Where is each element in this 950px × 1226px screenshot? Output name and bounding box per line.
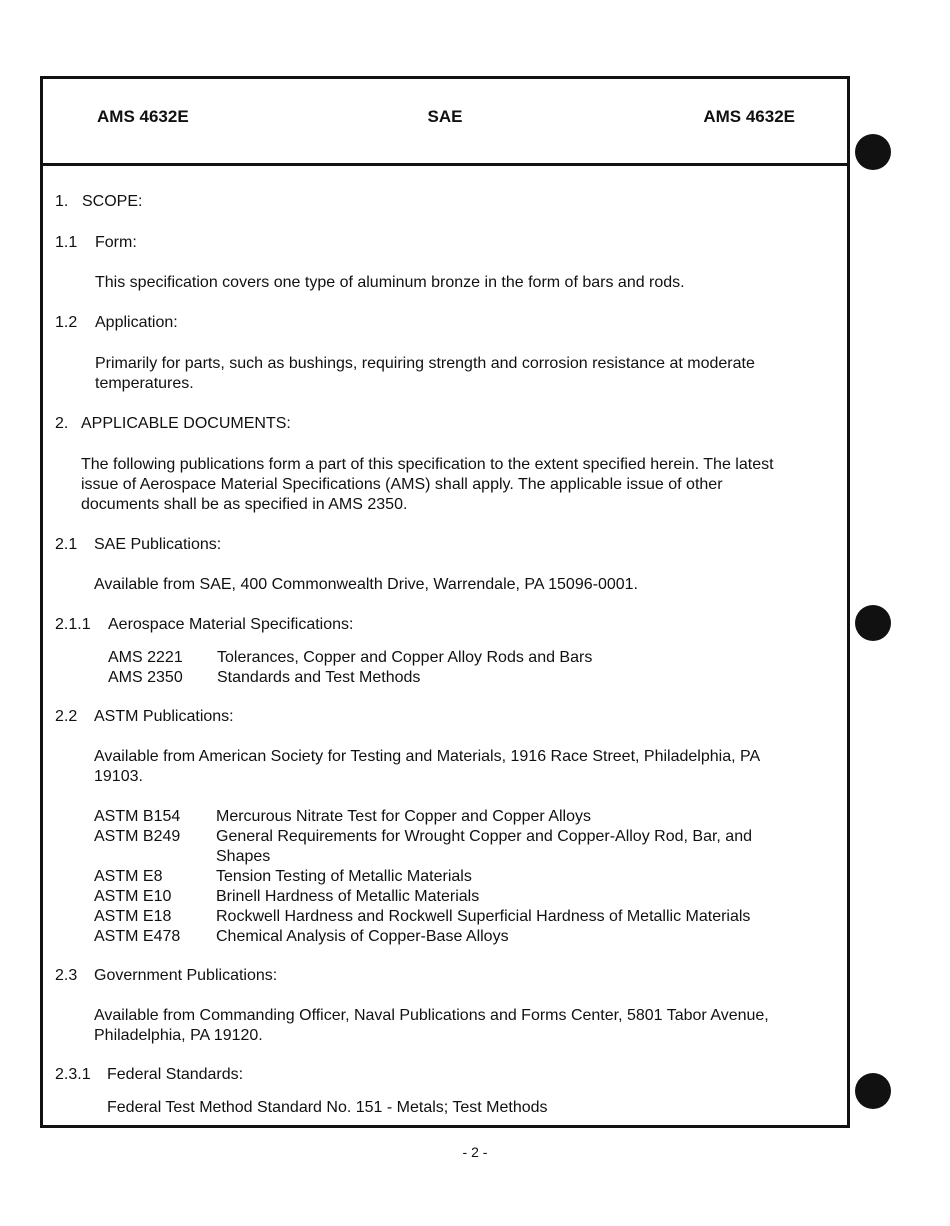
ams-code: AMS 2350 [108, 669, 183, 686]
astm-description: Mercurous Nitrate Test for Copper and Copper Alloys [216, 808, 591, 825]
section-2-2-text-line2: 19103. [94, 768, 143, 785]
section-2-text-line3: documents shall be as specified in AMS 2350. [81, 496, 408, 513]
section-2-2-text-line1: Available from American Society for Testing and Materials, 1916 Race Street, Philadelphia, PA [94, 748, 761, 765]
section-2-3-1-title: Federal Standards: [107, 1066, 244, 1083]
section-1-2-title: Application: [95, 314, 178, 331]
astm-description: Brinell Hardness of Metallic Materials [216, 888, 480, 905]
section-2-3-1-number: 2.3.1 [55, 1066, 91, 1083]
section-1-1-number: 1.1 [55, 234, 78, 251]
ams-code: AMS 2221 [108, 649, 183, 666]
section-2-3-number: 2.3 [55, 967, 78, 984]
section-1-1-text: This specification covers one type of aluminum bronze in the form of bars and rods. [95, 274, 685, 291]
section-1-2-number: 1.2 [55, 314, 78, 331]
document-header [43, 79, 847, 166]
astm-code: ASTM B249 [94, 828, 181, 845]
section-2-3-1-text: Federal Test Method Standard No. 151 - Metals; Test Methods [107, 1099, 548, 1116]
section-2-1-number: 2.1 [55, 536, 78, 553]
section-2-3-text-line1: Available from Commanding Officer, Naval Publications and Forms Center, 5801 Tabor Avenue, [94, 1007, 769, 1024]
astm-code: ASTM E18 [94, 908, 172, 925]
header-doc-number-left: AMS 4632E [97, 107, 189, 126]
section-2-text-line2: issue of Aerospace Material Specifications (AMS) shall apply. The applicable issue of other [81, 476, 723, 493]
section-1-number: 1. [55, 193, 69, 210]
section-2-1-1-number: 2.1.1 [55, 616, 91, 633]
astm-description: Chemical Analysis of Copper-Base Alloys [216, 928, 509, 945]
revision-marker-dot [855, 1073, 891, 1109]
page-number: - 2 - [462, 1144, 488, 1160]
section-1-2-text-line1: Primarily for parts, such as bushings, requiring strength and corrosion resistance at moderate [95, 355, 755, 372]
astm-code: ASTM B154 [94, 808, 181, 825]
header-doc-number-right: AMS 4632E [703, 107, 795, 126]
header-organization: SAE [427, 107, 463, 126]
revision-marker-dot [855, 605, 891, 641]
section-1-1-title: Form: [95, 234, 137, 251]
astm-description: Tension Testing of Metallic Materials [216, 868, 472, 885]
section-1-2-text-line2: temperatures. [95, 375, 194, 392]
section-2-2-number: 2.2 [55, 708, 78, 725]
section-2-3-text-line2: Philadelphia, PA 19120. [94, 1027, 263, 1044]
astm-description: General Requirements for Wrought Copper and Copper-Alloy Rod, Bar, and [216, 828, 752, 845]
section-1-title: SCOPE: [82, 193, 143, 210]
astm-code: ASTM E10 [94, 888, 172, 905]
astm-code: ASTM E8 [94, 868, 163, 885]
section-2-2-title: ASTM Publications: [94, 708, 234, 725]
ams-description: Tolerances, Copper and Copper Alloy Rods and Bars [217, 649, 593, 666]
section-2-title: APPLICABLE DOCUMENTS: [81, 415, 291, 432]
astm-description-continued: Shapes [216, 848, 271, 865]
section-2-1-1-title: Aerospace Material Specifications: [108, 616, 354, 633]
revision-marker-dot [855, 134, 891, 170]
astm-code: ASTM E478 [94, 928, 181, 945]
astm-description: Rockwell Hardness and Rockwell Superficial Hardness of Metallic Materials [216, 908, 751, 925]
section-2-3-title: Government Publications: [94, 967, 278, 984]
ams-description: Standards and Test Methods [217, 669, 421, 686]
section-2-1-text: Available from SAE, 400 Commonwealth Drive, Warrendale, PA 15096-0001. [94, 576, 638, 593]
section-2-text-line1: The following publications form a part of this specification to the extent specified herein. The latest [81, 456, 774, 473]
section-2-1-title: SAE Publications: [94, 536, 222, 553]
section-2-number: 2. [55, 415, 69, 432]
